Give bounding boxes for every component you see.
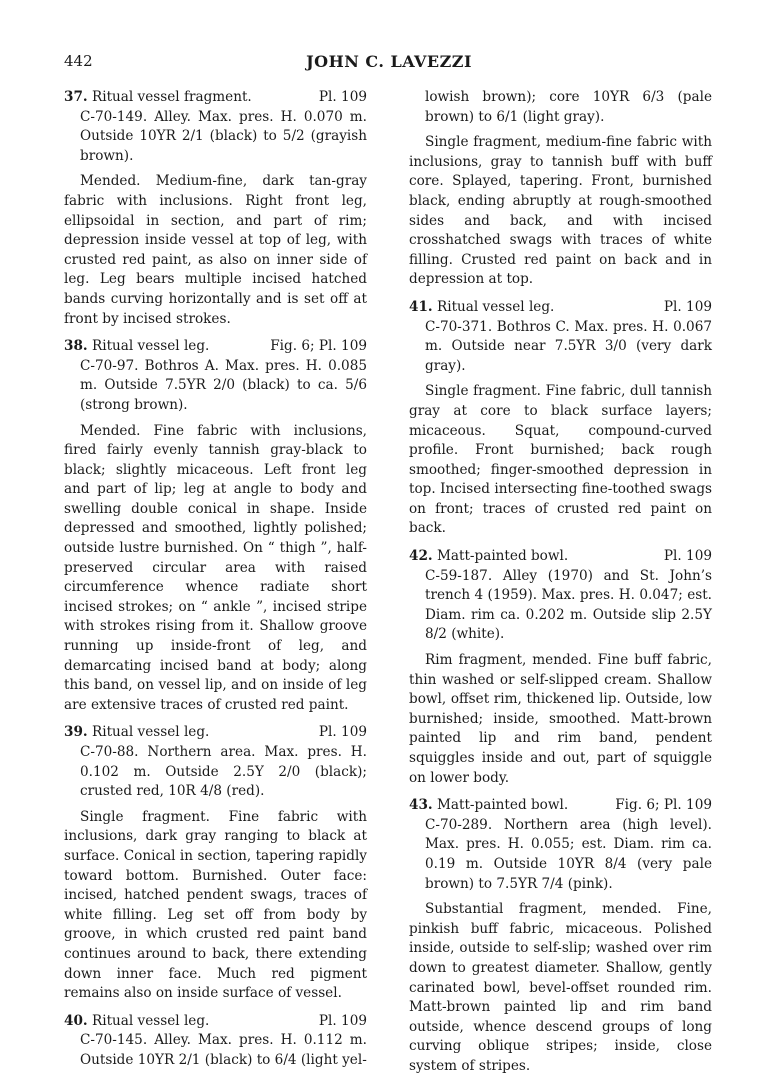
catalog-entry (64, 337, 367, 715)
left-column (64, 88, 367, 1079)
entry-title: Ritual vessel leg. (436, 298, 555, 315)
plate-reference: Pl. 109 (663, 298, 712, 315)
catalog-details: C-70-145. Alley. Max. pres. H. 0.112 m. Outside 10YR 2/1 (black) to 6/4 (light yel- (80, 1032, 367, 1068)
catalog-entry (64, 1012, 367, 1071)
entry-title: Matt-painted bowl. (436, 797, 569, 814)
catalog-details: C-70-149. Alley. Max. pres. H. 0.070 m. Outside 10YR 2/1 (black) to 5/2 (grayish brown). (80, 108, 367, 164)
entry-description: Mended. Fine fabric with inclusions, fired fairly evenly tannish gray-black to black; slightly micaceous. Left front leg and part of lip; leg at angle to body and swelling double conical in shape. Inside depressed and smoothed, lightly polished; outside lustre burnished. On “ thigh ”, half-preserved circular area with raised circumference whence radiate short incised strokes; on “ ankle ”, incised stripe with strokes rising from it. Shallow groove running up inside-front of leg, and demarcating incised band at body; along this band, on vessel lip, and on inside of leg are extensive traces of crusted red paint. (64, 422, 367, 713)
right-column (409, 88, 712, 1085)
catalog-details: C-70-289. Northern area (high level). Max. pres. H. 0.055; est. Diam. rim ca. 0.19 m. Outside 10YR 8/4 (very pale brown) to 7.5YR 7/4 (pink). (425, 816, 712, 892)
plate-reference: Pl. 109 (318, 89, 367, 105)
plate-reference: Pl. 109 (318, 1012, 367, 1029)
catalog-details: C-59-187. Alley (1970) and St. John’s trench 4 (1959). Max. pres. H. 0.047; est. Diam. rim ca. 0.202 m. Outside slip 2.5Y 8/2 (white). (425, 567, 712, 643)
catalog-entry (64, 723, 367, 1003)
entry-description: Single fragment. Fine fabric, dull tannish gray at core to black surface layers; micaceous. Squat, compound-curved profile. Front burnished; back rough smoothed; finger-smoothed depression in top. Incised intersecting fine-toothed swags on front; traces of crusted red paint on back. (409, 383, 712, 537)
entry-heading (409, 796, 712, 816)
plate-reference: Fig. 6; Pl. 109 (615, 797, 712, 814)
catalog-entry (409, 547, 712, 788)
page-number: 442 (64, 52, 93, 70)
entry-title: Ritual vessel fragment. (91, 89, 252, 105)
page-header (64, 52, 714, 78)
plate-reference: Pl. 109 (663, 548, 712, 565)
entry-number: 43. (409, 797, 433, 814)
entry-heading (409, 547, 712, 567)
entry-description: Mended. Medium-fine, dark tan-gray fabric with inclusions. Right front leg, ellipsoidal in section, and part of rim; depression inside vessel at top of leg, with crusted red paint, as also on inner side of leg. Leg bears multiple incised hatched bands curving horizontally and is set off at front by incised strokes. (64, 173, 367, 327)
entry-number: 38. (64, 338, 88, 355)
entry-number: 39. (64, 724, 88, 741)
entry-number: 41. (409, 298, 433, 315)
entry-title: Ritual vessel leg. (91, 1012, 210, 1029)
entry-heading (64, 337, 367, 357)
entry-heading (64, 723, 367, 743)
catalog-details: C-70-97. Bothros A. Max. pres. H. 0.085 m. Outside 7.5YR 2/0 (black) to ca. 5/6 (strong brown). (80, 357, 367, 413)
continued-catalog-details: lowish brown); core 10YR 6/3 (pale brown) to 6/1 (light gray). (425, 89, 712, 125)
plate-reference: Pl. 109 (318, 724, 367, 741)
entry-description: Rim fragment, mended. Fine buff fabric, thin washed or self-slipped cream. Shallow bowl, offset rim, thickened lip. Outside, low burnished; inside, smoothed. Matt-brown painted lip and rim band, pendent squiggles inside and out, part of squiggle on lower body. (409, 652, 712, 786)
entry-description: Single fragment. Fine fabric with inclusions, dark gray ranging to black at surface. Conical in section, tapering rapidly toward bottom. Burnished. Outer face: incised, hatched pendent swags, traces of white filling. Leg set off from body by groove, in which crusted red paint band continues around to back, there extending down inner face. Much red pigment remains also on inside surface of vessel. (64, 808, 367, 1002)
entry-description: Single fragment, medium-fine fabric with inclusions, gray to tannish buff with buff core. Splayed, tapering. Front, burnished black, ending abruptly at rough-smoothed sides and back, and with incised crosshatched swags with traces of white filling. Crusted red paint on back and in depression at top. (409, 134, 712, 288)
entry-heading (409, 298, 712, 318)
catalog-entry (409, 796, 712, 1076)
entry-number: 40. (64, 1012, 88, 1029)
catalog-details: C-70-371. Bothros C. Max. pres. H. 0.067 m. Outside near 7.5YR 3/0 (very dark gray). (425, 318, 712, 374)
entry-heading (64, 1012, 367, 1032)
running-head: JOHN C. LAVEZZI (306, 52, 472, 71)
catalog-entry (409, 298, 712, 539)
catalog-entry (64, 88, 367, 329)
entry-heading (64, 88, 367, 108)
plate-reference: Fig. 6; Pl. 109 (270, 338, 367, 355)
entry-description: Substantial fragment, mended. Fine, pinkish buff fabric, micaceous. Polished inside, outside to self-slip; washed over rim down to greatest diameter. Shallow, gently carinated bowl, bevel-offset rounded rim. Matt-brown painted lip and rim band outside, whence descend groups of long curving oblique stripes; inside, close system of stripes. (409, 901, 712, 1074)
entry-title: Ritual vessel leg. (91, 338, 210, 355)
entry-number: 42. (409, 548, 433, 565)
catalog-details: C-70-88. Northern area. Max. pres. H. 0.102 m. Outside 2.5Y 2/0 (black); crusted red, 10R 4/8 (red). (80, 744, 367, 800)
entry-title: Matt-painted bowl. (436, 548, 569, 565)
entry-title: Ritual vessel leg. (91, 724, 210, 741)
entry-number: 37. (64, 89, 88, 105)
